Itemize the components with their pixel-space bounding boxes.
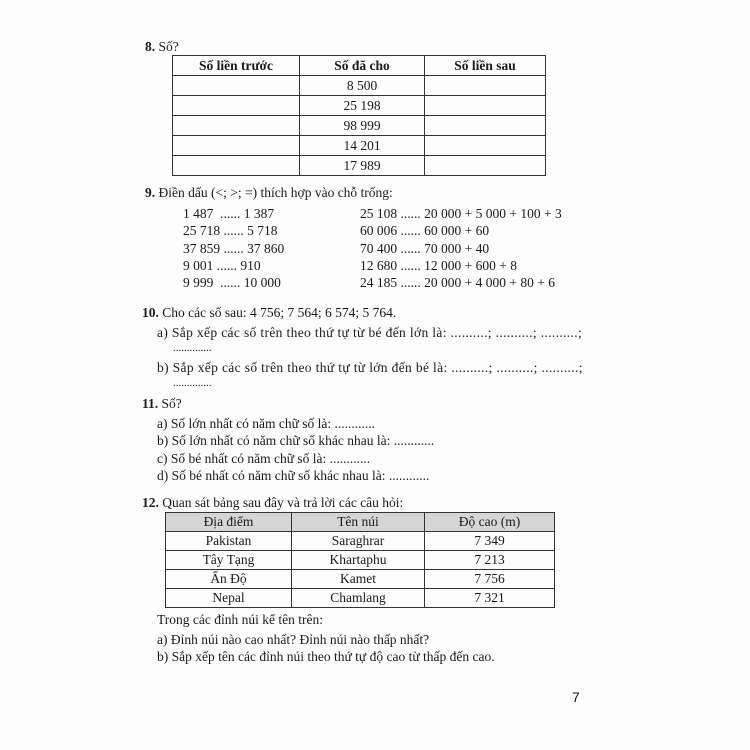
- q8-table: [172, 55, 546, 176]
- given-cell: 17 989: [300, 156, 425, 176]
- given-cell: 98 999: [300, 116, 425, 136]
- comparison-item: 1 487 ...... 1 387: [183, 206, 275, 221]
- header: Số liền sau: [425, 56, 546, 76]
- q12-a: a) Đỉnh núi nào cao nhất? Đỉnh núi nào thấp nhất?: [157, 632, 430, 647]
- table-row: [173, 156, 546, 176]
- q10-heading: 10. Cho các số sau: 4 756; 7 564; 6 574; 5 764.: [142, 305, 397, 320]
- q11-item: a) Số lớn nhất có năm chữ số là: ............: [157, 416, 376, 431]
- q12-heading: 12. Quan sát bảng sau đây và trả lời các câu hỏi:: [142, 495, 404, 510]
- header: Địa điểm: [166, 513, 292, 532]
- comparison-item: 60 006 ...... 60 000 + 60: [360, 223, 490, 238]
- q10-b-blank: ..............: [173, 377, 212, 389]
- q8-heading: 8. Số?: [145, 39, 179, 54]
- comparison-item: 24 185 ...... 20 000 + 4 000 + 80 + 6: [360, 275, 555, 290]
- q12-b: b) Sắp xếp tên các đỉnh núi theo thứ tự độ cao từ thấp đến cao.: [157, 649, 495, 664]
- header: Số đã cho: [300, 56, 425, 76]
- q11-heading: 11. Số?: [142, 396, 182, 411]
- table-row: Nepal Chamlang 7 321: [166, 589, 555, 608]
- header: Tên núi: [292, 513, 425, 532]
- q11-item: c) Số bé nhất có năm chữ số là: ............: [157, 451, 371, 466]
- page-number: 7: [572, 689, 580, 705]
- comparison-item: 12 680 ...... 12 000 + 600 + 8: [360, 258, 517, 273]
- q11-item: d) Số bé nhất có năm chữ số khác nhau là: ............: [157, 468, 430, 483]
- comparison-item: 37 859 ...... 37 860: [183, 241, 285, 256]
- comparison-item: 70 400 ...... 70 000 + 40: [360, 241, 490, 256]
- q10-b: b) Sắp xếp các số trên theo thứ tự từ lớn đến bé là: ..........; ..........; ..........;: [157, 360, 583, 375]
- comparison-item: 25 718 ...... 5 718: [183, 223, 278, 238]
- comparison-item: 9 001 ...... 910: [183, 258, 261, 273]
- table-row: [173, 136, 546, 156]
- q12-intro: Trong các đỉnh núi kể tên trên:: [157, 612, 323, 627]
- table-row: Tây Tạng Khartaphu 7 213: [166, 551, 555, 570]
- given-cell: 14 201: [300, 136, 425, 156]
- header: Số liền trước: [173, 56, 300, 76]
- given-cell: 25 198: [300, 96, 425, 116]
- comparison-item: 25 108 ...... 20 000 + 5 000 + 100 + 3: [360, 206, 562, 221]
- q9-heading: 9. Điền dấu (<; >; =) thích hợp vào chỗ trống:: [145, 185, 393, 200]
- table-row: Pakistan Saraghrar 7 349: [166, 532, 555, 551]
- q10-a-blank: ..............: [173, 342, 212, 354]
- table-row: Ấn Độ Kamet 7 756: [166, 570, 555, 589]
- q10-a: a) Sắp xếp các số trên theo thứ tự từ bé đến lớn là: ..........; ..........; ..........;: [157, 325, 583, 340]
- mountain-table: [165, 512, 555, 608]
- header: Độ cao (m): [425, 513, 555, 532]
- table-row: [173, 76, 546, 96]
- given-cell: 8 500: [300, 76, 425, 96]
- table-row: [173, 116, 546, 136]
- comparison-item: 9 999 ...... 10 000: [183, 275, 281, 290]
- table-row: [173, 96, 546, 116]
- q11-item: b) Số lớn nhất có năm chữ số khác nhau là: ............: [157, 433, 435, 448]
